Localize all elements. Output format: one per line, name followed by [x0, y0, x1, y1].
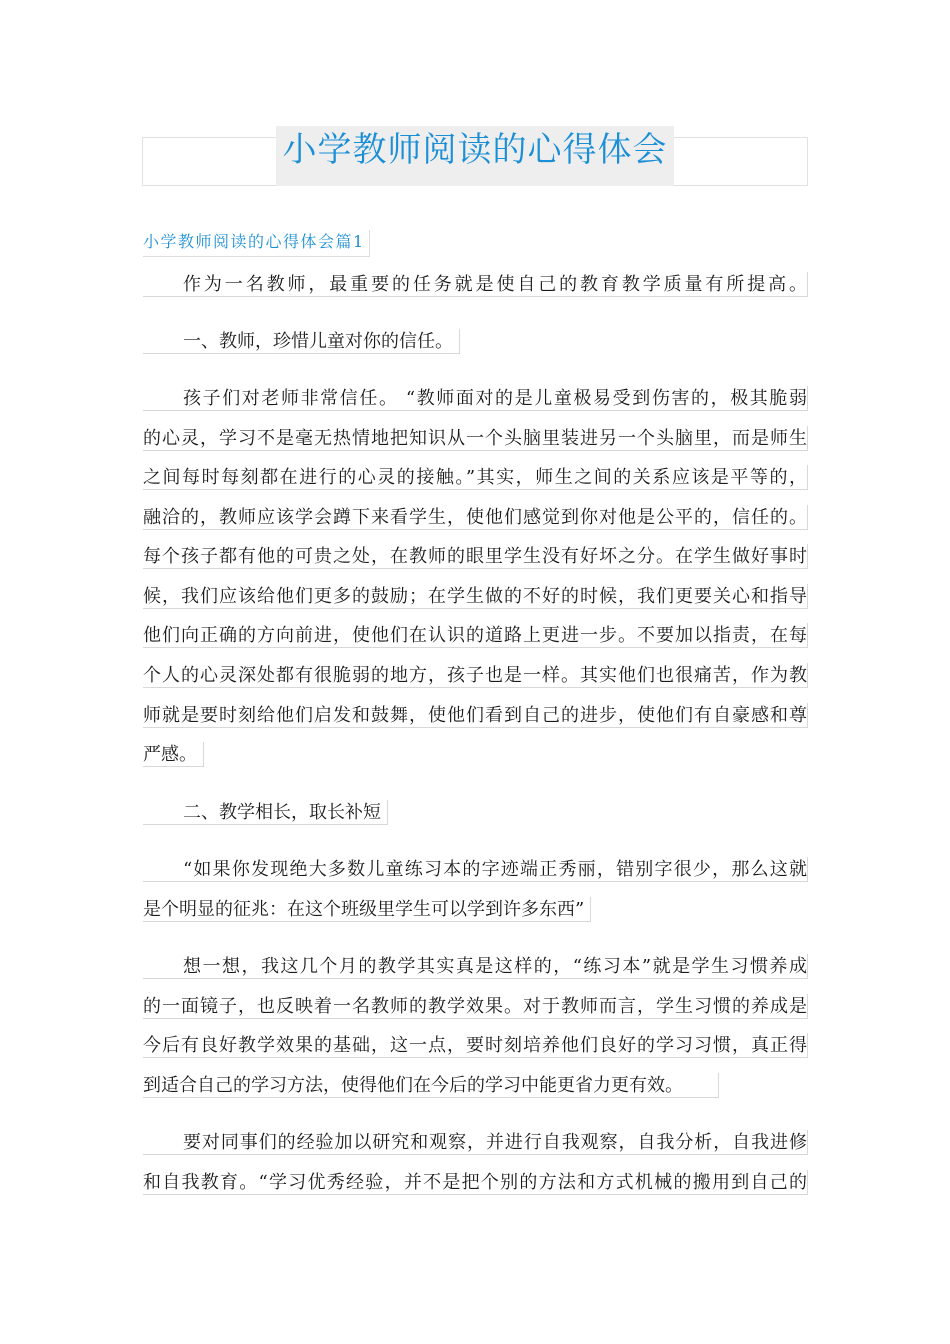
paragraph-line: 孩子们对老师非常信任。 “教师面对的是儿童极易受到伤害的，极其脆弱 — [143, 386, 808, 411]
document-title: 小学教师阅读的心得体会 — [282, 130, 668, 170]
quote-line: “如果你发现绝大多数儿童练习本的字迹端正秀丽，错别字很少，那么这就 — [143, 857, 808, 882]
subheading-line: 一、教师，珍惜儿童对你的信任。 — [143, 329, 460, 354]
paragraph-line: 每个孩子都有他的可贵之处，在教师的眼里学生没有好坏之分。在学生做好事时 — [143, 546, 807, 567]
paragraph-line: 候，我们应该给他们更多的鼓励；在学生做的不好的时候，我们更要关心和指导 — [143, 586, 807, 607]
subheading-line: 二、教学相长，取长补短 — [143, 800, 388, 825]
paragraph-line: 的一面镜子，也反映着一名教师的教学效果。对于教师而言，学生习惯的养成是 — [143, 996, 807, 1017]
paragraph-line: 想一想，我这几个月的教学其实真是这样的，“练习本”就是学生习惯养成 — [143, 954, 808, 979]
section-heading: 小学教师阅读的心得体会篇1 — [143, 230, 370, 257]
paragraph-line: 之间每时每刻都在进行的心灵的接触。”其实，师生之间的关系应该是平等的， — [143, 467, 807, 488]
paragraph-line: 要对同事们的经验加以研究和观察，并进行自我观察，自我分析，自我进修 — [143, 1130, 808, 1155]
paragraph-line: 师就是要时刻给他们启发和鼓舞，使他们看到自己的进步，使他们有自豪感和尊 — [143, 705, 807, 726]
paragraph-line: 融洽的，教师应该学会蹲下来看学生，使他们感觉到你对他是公平的，信任的。 — [143, 507, 807, 528]
paragraph-line: 今后有良好教学效果的基础，这一点，要时刻培养他们良好的学习习惯，真正得 — [143, 1035, 807, 1056]
paragraph-line: 严感。 — [143, 742, 204, 767]
quote-line: 是个明显的征兆：在这个班级里学生可以学到许多东西” — [143, 897, 591, 922]
paragraph-line: 到适合自己的学习方法，使得他们在今后的学习中能更省力更有效。 — [143, 1073, 719, 1098]
paragraph-line: 和自我教育。“学习优秀经验，并不是把个别的方法和方式机械的搬用到自己的 — [143, 1172, 807, 1193]
paragraph-line: 他们向正确的方向前进，使他们在认识的道路上更进一步。不要加以指责，在每 — [143, 625, 807, 646]
paragraph-line: 的心灵，学习不是毫无热情地把知识从一个头脑里装进另一个头脑里，而是师生 — [143, 428, 807, 449]
paragraph-line: 个人的心灵深处都有很脆弱的地方，孩子也是一样。其实他们也很痛苦，作为教 — [143, 665, 807, 686]
paragraph-line: 作为一名教师，最重要的任务就是使自己的教育教学质量有所提高。 — [143, 272, 808, 297]
